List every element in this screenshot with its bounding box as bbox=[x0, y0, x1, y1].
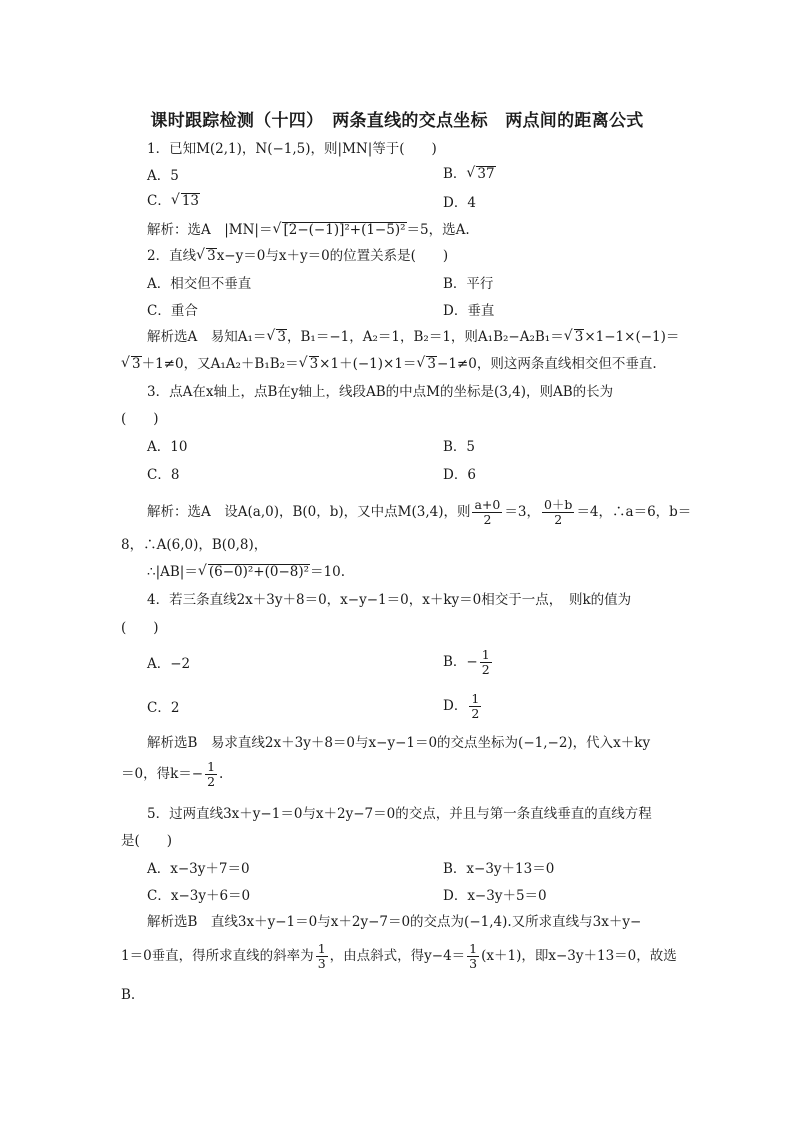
question-4-solution-line-1: 解析选B 易求直线2x＋3y＋8＝0与x−y−1＝0的交点坐标为(−1,−2)，代入x＋ky bbox=[147, 735, 651, 751]
question-5-solution-line-2: 1＝0垂直，得所求直线的斜率为 $\frac{1}{3}$ ，由点斜式，得y−4＝ $\frac{1}{3}$ (x＋1)，即x−3y＋13＝0，故选 bbox=[121, 941, 677, 971]
question-2-option-a: A．相交但不垂直 bbox=[147, 276, 252, 292]
question-4-stem-line-2: ( ) bbox=[121, 620, 159, 636]
page-title: 课时跟踪检测（十四） 两条直线的交点坐标 两点间的距离公式 bbox=[150, 111, 644, 131]
question-1-option-b: B．√ 37 bbox=[443, 166, 496, 182]
question-2-solution-line-1: 解析选A 易知A₁＝√ 3，B₁＝−1，A₂＝1，B₂＝1，则A₁B₂−A₂B₁＝√ 3×1−1×(−1)＝ bbox=[147, 329, 679, 345]
question-3-solution-line-2: 8，∴A(6,0)，B(0,8)， bbox=[121, 537, 268, 553]
question-3-solution-line-3: ∴|AB|＝√ (6−0)²+(0−8)²＝10. bbox=[147, 564, 345, 580]
question-5-option-d: D．x−3y＋5＝0 bbox=[443, 888, 547, 904]
question-5-option-c: C．x−3y＋6＝0 bbox=[147, 888, 251, 904]
question-5-solution-line-1: 解析选B 直线3x＋y−1＝0与x＋2y−7＝0的交点为(−1,4).又所求直线与3x＋y− bbox=[147, 914, 642, 930]
question-1-option-d: D．4 bbox=[443, 195, 476, 211]
question-5-stem-line-1: 5．过两直线3x＋y−1＝0与x＋2y−7＝0的交点，并且与第一条直线垂直的直线方程 bbox=[147, 806, 652, 822]
question-3-option-b: B．5 bbox=[443, 439, 476, 455]
question-3-stem-line-2: ( ) bbox=[121, 411, 159, 427]
question-5-solution-line-3: B. bbox=[121, 987, 136, 1003]
question-1-solution: 解析：选A |MN|＝√ [2−(−1)]²+(1−5)²＝5，选A. bbox=[147, 222, 470, 238]
question-2-option-c: C．重合 bbox=[147, 303, 198, 319]
question-1-option-c: C．√ 13 bbox=[147, 193, 200, 209]
question-4-solution-line-2: ＝0，得k＝− $\frac{1}{2}$ . bbox=[121, 759, 224, 789]
question-5-option-b: B．x−3y＋13＝0 bbox=[443, 861, 555, 877]
question-2-solution-line-2: √ 3＋1≠0，又A₁A₂＋B₁B₂＝√ 3×1＋(−1)×1＝√ 3−1≠0，则这两条直线相交但不垂直. bbox=[121, 356, 657, 372]
question-5-option-a: A．x−3y＋7＝0 bbox=[147, 861, 250, 877]
question-2-option-b: B．平行 bbox=[443, 276, 494, 292]
question-2-stem: 2．直线√ 3x−y＝0与x＋y＝0的位置关系是( ) bbox=[147, 248, 448, 264]
question-4-stem-line-1: 4．若三条直线2x＋3y＋8＝0，x−y−1＝0，x＋ky＝0相交于一点， 则k的值为 bbox=[147, 592, 632, 608]
question-3-stem-line-1: 3．点A在x轴上，点B在y轴上，线段AB的中点M的坐标是(3,4)，则AB的长为 bbox=[147, 384, 614, 400]
question-3-option-d: D．6 bbox=[443, 467, 476, 483]
question-3-option-a: A．10 bbox=[147, 439, 188, 455]
question-1-stem: 1．已知M(2,1)，N(−1,5)，则|MN|等于( ) bbox=[147, 141, 437, 157]
question-3-solution-line-1: 解析：选A 设A(a,0)，B(0，b)，又中点M(3,4)，则 $\frac{a+0}{2}$ ＝3， $\frac{0+b}{2}$ ＝4，∴a＝6，b＝ bbox=[147, 497, 692, 527]
question-5-stem-line-2: 是( ) bbox=[121, 833, 173, 849]
question-4-option-a: A．−2 bbox=[147, 656, 191, 672]
question-3-option-c: C．8 bbox=[147, 467, 180, 483]
question-1-option-a: A．5 bbox=[147, 168, 179, 184]
question-2-option-d: D．垂直 bbox=[443, 303, 495, 319]
question-4-option-d: D． $\frac{1}{2}$ bbox=[443, 691, 480, 721]
question-4-option-c: C．2 bbox=[147, 700, 180, 716]
question-4-option-b: B．− $\frac{1}{2}$ bbox=[443, 647, 490, 677]
